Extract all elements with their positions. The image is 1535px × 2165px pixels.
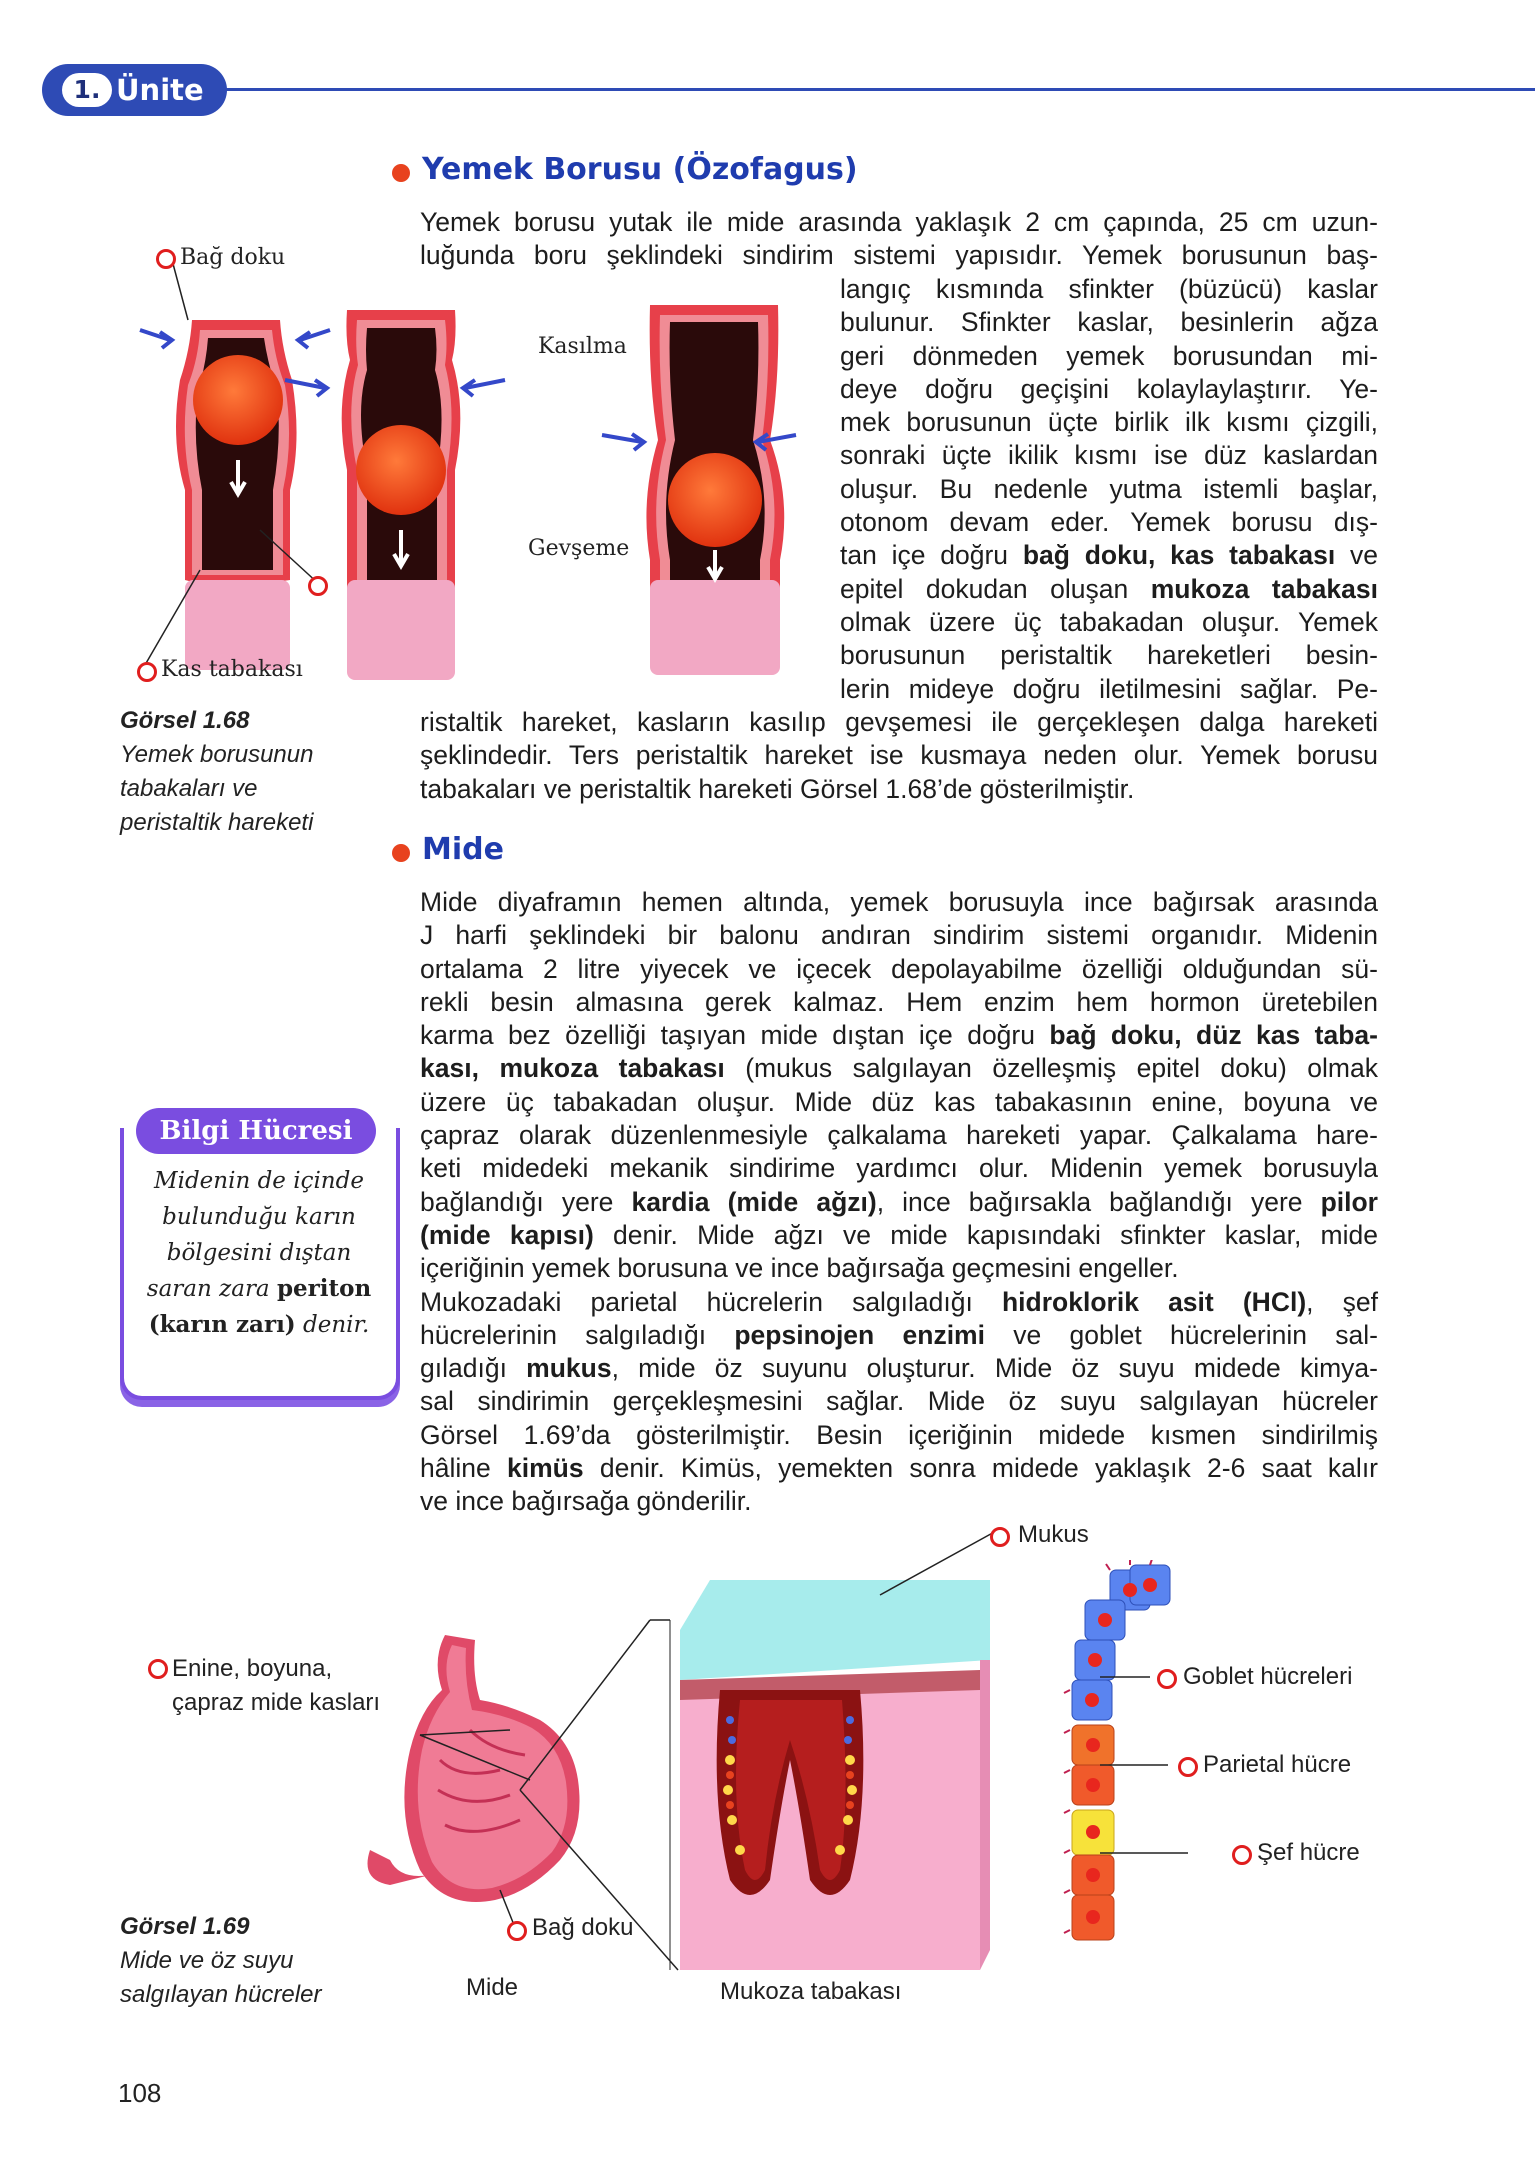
label-parietal: Parietal hücre — [1203, 1751, 1352, 1778]
caption-line: peristaltik hareketi — [120, 809, 314, 836]
caption-line: Mide ve öz suyu — [120, 1947, 294, 1974]
esophagus-paragraph — [420, 206, 1378, 273]
text-line: tabakaları ve peristaltik hareketi Görsel 1.68’de gösterilmiştir. — [420, 773, 1135, 804]
label-bag-doku: Bağ doku — [180, 245, 286, 270]
label-mide: Mide — [466, 1974, 519, 2001]
page-number: 108 — [118, 2078, 162, 2108]
label-stomach-muscles — [172, 1652, 380, 1720]
text-line: üzere üç tabakadan oluşur. Mide düz kas tabakasının enine, boyuna ve — [420, 1086, 1378, 1117]
label-marker-icon — [990, 1527, 1010, 1547]
squeeze-arrow-icon — [463, 380, 505, 396]
squeeze-arrow-icon — [602, 434, 644, 450]
info-box-text — [130, 1163, 388, 1343]
text-line: ve ince bağırsağa gönderilir. — [420, 1486, 752, 1517]
figure-168-caption — [120, 704, 380, 840]
label-sef: Şef hücre — [1257, 1839, 1360, 1866]
section-bullet-icon — [392, 164, 410, 182]
info-box-title: Bilgi Hücresi — [136, 1108, 376, 1154]
text-line: J harfi şeklindeki bir balonu andıran sindirim sistemi organıdır. Midenin — [420, 920, 1378, 951]
caption-title: Görsel 1.68 — [120, 707, 250, 734]
text-line: lerin mideye doğru iletilmesini sağlar. Pe- — [840, 673, 1378, 704]
text-line: sal sindirimin gerçekleşmesini sağlar. Mide öz suyu salgılayan hücreler — [420, 1386, 1378, 1417]
text-line: hücrelerinin salgıladığı pepsinojen enzimi ve goblet hücrelerinin sal- — [420, 1319, 1378, 1350]
label-marker-icon — [1232, 1845, 1252, 1865]
text-line: şeklindedir. Ters peristaltik hareket ise kusmaya neden olur. Yemek borusu — [420, 740, 1378, 771]
text-line: Mide diyaframın hemen altında, yemek borusuyla ince bağırsak arasında — [420, 887, 1378, 917]
text-line: otonom devam eder. Yemek borusu dış- — [840, 507, 1378, 538]
text-line: gıladığı mukus, mide öz suyunu oluşturur. Mide öz suyu midede kimya- — [420, 1353, 1378, 1384]
text-line: bulunur. Sfinkter kaslar, besinlerin ağza — [840, 307, 1378, 338]
text-line: ristaltik hareket, kasların kasılıp gevşemesi ile gerçekleşen dalga hareketi — [420, 707, 1378, 737]
text-line: oluşur. Bu nedenle yutma istemli başlar, — [840, 473, 1378, 504]
label-gevseme: Gevşeme — [528, 536, 630, 561]
text-line: (mide kapısı) denir. Mide ağzı ve mide kapısındaki sfinkter kaslar, mide — [420, 1219, 1378, 1250]
text-line: Mukozadaki parietal hücrelerin salgıladığı hidroklorik asit (HCl), şef — [420, 1286, 1378, 1317]
figure-168-leader-lines — [120, 240, 350, 680]
label-mukus: Mukus — [1018, 1521, 1089, 1548]
info-line: bulunduğu karın — [162, 1204, 356, 1230]
label-goblet: Goblet hücreleri — [1183, 1663, 1353, 1690]
unit-number: 1. — [62, 73, 112, 107]
text-line: mek borusunun üçte birlik ilk kısmı çizgili, — [840, 407, 1378, 438]
text-line: karma bez özelliği taşıyan mide dıştan içe doğru bağ doku, düz kas taba- — [420, 1020, 1378, 1051]
label-line: çapraz mide kasları — [172, 1689, 381, 1716]
text-line: sonraki üçte ikilik kısmı ise düz kaslardan — [840, 440, 1378, 471]
label-marker-icon — [137, 662, 157, 682]
label-kasilma: Kasılma — [538, 334, 627, 359]
label-line: Enine, boyuna, — [172, 1655, 333, 1682]
caption-line: salgılayan hücreler — [120, 1981, 322, 2008]
header-rule — [200, 88, 1535, 91]
esophagus-tube-3 — [620, 300, 800, 680]
stomach-paragraph — [420, 886, 1378, 1519]
text-line: luğunda boru şeklindeki sindirim sistemi yapısıdır. Yemek borusunun baş- — [420, 240, 1378, 271]
caption-line: Yemek borusunun — [120, 741, 314, 768]
food-bolus-icon — [356, 425, 446, 515]
text-line: kası, mukoza tabakası (mukus salgılayan özelleşmiş epitel doku) olmak — [420, 1053, 1378, 1084]
info-line: saran zara periton — [146, 1275, 372, 1302]
figure-169-caption — [120, 1910, 380, 2012]
unit-title: Ünite — [116, 73, 204, 107]
text-line: borusunun peristaltik hareketleri besin- — [840, 640, 1378, 671]
label-marker-icon — [156, 249, 176, 269]
info-line: (karın zarı) denir. — [148, 1311, 370, 1338]
food-bolus-icon — [668, 453, 762, 547]
text-line: geri dönmeden yemek borusundan mi- — [840, 340, 1378, 371]
squeeze-arrow-icon — [756, 434, 796, 450]
label-marker-icon — [1157, 1669, 1177, 1689]
info-line: Midenin de içinde — [154, 1168, 364, 1194]
label-marker-icon — [148, 1659, 168, 1679]
section-heading-stomach: Mide — [422, 832, 504, 867]
label-marker-icon — [507, 1921, 527, 1941]
text-line: rekli besin almasına gerek kalmaz. Hem enzim hem hormon üretebilen — [420, 986, 1378, 1017]
text-line: keti midedeki mekanik sindirime yardımcı olur. Midenin yemek borusuyla — [420, 1153, 1378, 1184]
label-marker-icon — [1178, 1757, 1198, 1777]
text-line: içeriğinin yemek borusuna ve ince bağırsağa geçmesini engeller. — [420, 1253, 1179, 1284]
label-kas-tabakasi: Kas tabakası — [161, 657, 303, 682]
info-line: bölgesini dıştan — [166, 1240, 352, 1266]
text-line: epitel dokudan oluşan mukoza tabakası — [840, 573, 1378, 604]
label-bag-doku-stomach: Bağ doku — [532, 1914, 634, 1941]
esophagus-paragraph-narrow — [840, 273, 1378, 706]
text-line: tan içe doğru bağ doku, kas tabakası ve — [840, 540, 1378, 571]
text-line: Yemek borusu yutak ile mide arasında yaklaşık 2 cm çapında, 25 cm uzun- — [420, 207, 1378, 237]
label-marker-icon — [308, 576, 328, 596]
text-line: Görsel 1.69’da gösterilmiştir. Besin içeriğinin midede kısmen sindirilmiş — [420, 1419, 1378, 1450]
section-heading-esophagus: Yemek Borusu (Özofagus) — [422, 152, 858, 187]
caption-title: Görsel 1.69 — [120, 1913, 250, 1940]
esophagus-paragraph-end — [420, 706, 1378, 806]
squeeze-arrows-tube-3 — [600, 420, 800, 460]
text-line: deye doğru geçişini kolaylaylaştırır. Ye- — [840, 373, 1378, 404]
caption-line: tabakaları ve — [120, 775, 258, 802]
label-mukoza: Mukoza tabakası — [720, 1978, 902, 2005]
text-line: çapraz olarak düzenlenmesiyle çalkalama hareketi yapar. Çalkalama hare- — [420, 1120, 1378, 1151]
text-line: ortalama 2 litre yiyecek ve içecek depolayabilme özelliği olduğundan sü- — [420, 953, 1378, 984]
section-bullet-icon — [392, 844, 410, 862]
text-line: hâline kimüs denir. Kimüs, yemekten sonra midede yaklaşık 2-6 saat kalır — [420, 1453, 1378, 1484]
text-line: olmak üzere üç tabakadan oluşur. Yemek — [840, 606, 1378, 637]
text-line: langıç kısmında sfinkter (büzücü) kaslar — [840, 274, 1378, 304]
text-line: bağlandığı yere kardia (mide ağzı), ince bağırsakla bağlandığı yere pilor — [420, 1186, 1378, 1217]
